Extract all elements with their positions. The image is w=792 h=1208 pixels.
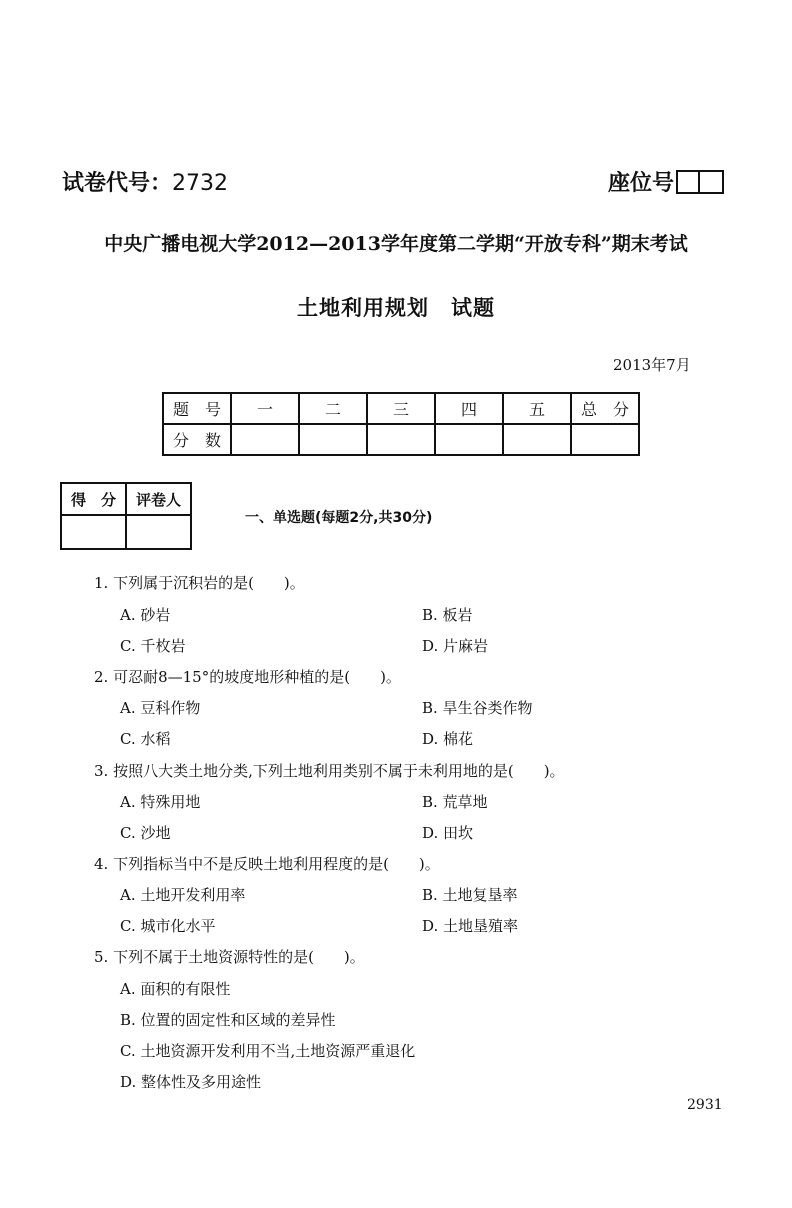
question-stem: 4. 下列指标当中不是反映土地利用程度的是( )。 <box>94 855 440 873</box>
option-a: A. 特殊用地 <box>120 793 201 811</box>
score-table-cell: 分 数 <box>163 424 231 455</box>
grader-table <box>60 482 192 550</box>
exam-title: 土地利用规划 试题 <box>297 296 495 320</box>
option-c: C. 城市化水平 <box>120 917 216 935</box>
page-number: 2931 <box>687 1097 723 1113</box>
option-d: D. 土地垦殖率 <box>422 917 519 935</box>
option-c: C. 土地资源开发利用不当,土地资源严重退化 <box>120 1042 416 1060</box>
score-table-cell: 题 号 <box>163 393 231 424</box>
exam-code-label: 试卷代号： <box>62 171 173 196</box>
score-table <box>162 392 640 456</box>
option-d: D. 整体性及多用途性 <box>120 1073 262 1091</box>
score-entry-cell[interactable] <box>503 424 571 455</box>
option-c: C. 千枚岩 <box>120 637 186 655</box>
option-d: D. 片麻岩 <box>422 637 489 655</box>
option-a: A. 豆科作物 <box>120 699 201 717</box>
section-title: 一、单选题(每题2分,共30分) <box>245 510 433 526</box>
university-line: 中央广播电视大学2012—2013学年度第二学期“开放专科”期末考试 <box>104 233 688 255</box>
score-table-header-row <box>163 393 639 424</box>
seat-box-1 <box>676 170 700 194</box>
question-stem: 1. 下列属于沉积岩的是( )。 <box>94 574 305 592</box>
score-table-cell: 四 <box>435 393 503 424</box>
score-table-score-row <box>163 424 639 455</box>
option-b: B. 板岩 <box>422 606 473 624</box>
score-table-cell: 总 分 <box>571 393 639 424</box>
option-d: D. 田坎 <box>422 824 474 842</box>
exam-date: 2013年7月 <box>613 356 691 374</box>
option-a: A. 土地开发利用率 <box>120 886 246 904</box>
score-entry-cell[interactable] <box>571 424 639 455</box>
option-c: C. 沙地 <box>120 824 171 842</box>
grader-score-label: 得 分 <box>61 483 126 515</box>
seat-box-2 <box>700 170 724 194</box>
seat-number-label: 座位号 <box>608 171 675 196</box>
option-a: A. 砂岩 <box>120 606 171 624</box>
option-a: A. 面积的有限性 <box>120 980 231 998</box>
option-b: B. 荒草地 <box>422 793 488 811</box>
option-c: C. 水稻 <box>120 730 171 748</box>
grader-score-entry[interactable] <box>61 515 126 549</box>
score-entry-cell[interactable] <box>231 424 299 455</box>
score-table-cell: 五 <box>503 393 571 424</box>
score-entry-cell[interactable] <box>435 424 503 455</box>
score-table-cell: 一 <box>231 393 299 424</box>
question-stem: 5. 下列不属于土地资源特性的是( )。 <box>94 948 365 966</box>
grader-name-entry[interactable] <box>126 515 191 549</box>
option-b: B. 旱生谷类作物 <box>422 699 533 717</box>
score-entry-cell[interactable] <box>299 424 367 455</box>
option-d: D. 棉花 <box>422 730 474 748</box>
score-table-cell: 三 <box>367 393 435 424</box>
score-entry-cell[interactable] <box>367 424 435 455</box>
seat-number-boxes <box>676 170 724 194</box>
grader-table-entry-row <box>61 515 191 549</box>
score-table-cell: 二 <box>299 393 367 424</box>
grader-table-header-row <box>61 483 191 515</box>
option-b: B. 土地复垦率 <box>422 886 518 904</box>
seat-number <box>608 166 724 197</box>
exam-code-number: 2732 <box>172 171 229 196</box>
option-b: B. 位置的固定性和区域的差异性 <box>120 1011 336 1029</box>
grader-name-label: 评卷人 <box>126 483 191 515</box>
question-stem: 2. 可忍耐8—15°的坡度地形种植的是( )。 <box>94 668 401 686</box>
question-stem: 3. 按照八大类土地分类,下列土地利用类别不属于未利用地的是( )。 <box>94 762 565 780</box>
exam-code <box>62 166 228 197</box>
